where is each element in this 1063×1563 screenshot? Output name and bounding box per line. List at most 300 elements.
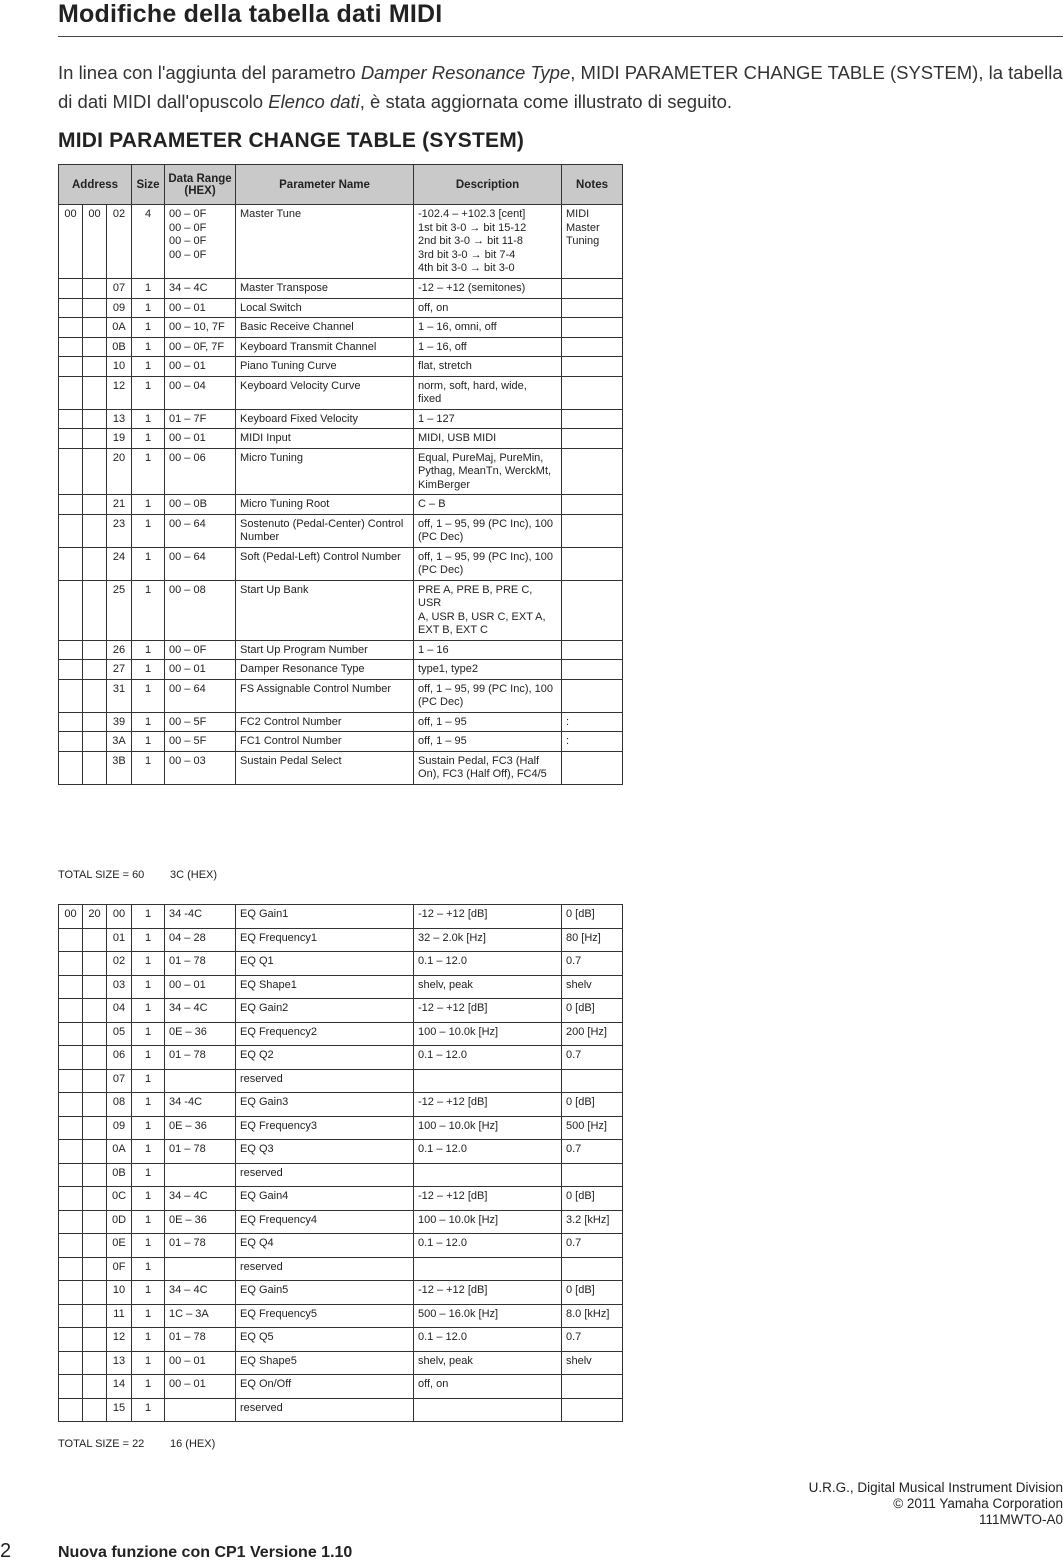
description-cell-line: off, 1 – 95, 99 (PC Inc), 100 [418, 517, 553, 530]
table-row [59, 1022, 623, 1046]
data-range-cell [165, 429, 236, 449]
address-byte-3: 10 [107, 1281, 132, 1305]
address-byte-3: 3A [107, 732, 132, 752]
size-cell: 1 [132, 1210, 165, 1234]
data-range-cell-line: 00 – 01 [169, 360, 206, 372]
address-byte-3: 0F [107, 1257, 132, 1281]
address-byte-3: 31 [107, 679, 132, 712]
parameter-name-cell: EQ On/Off [236, 1375, 414, 1399]
footer-title: Nuova funzione con CP1 Versione 1.10 [58, 1544, 353, 1561]
parameter-name-cell: reserved [236, 1398, 414, 1422]
address-byte-3: 02 [107, 205, 132, 279]
parameter-name-cell-line: Damper Resonance Type [240, 663, 365, 675]
address-byte-3: 00 [107, 905, 132, 929]
data-range-cell-line: 00 – 0F, 7F [169, 340, 225, 353]
data-range-cell [165, 514, 236, 547]
intro-text: , MIDI PARAMETER CHANGE TABLE (SYSTEM), la tabella di dati MIDI dall'opuscolo [58, 62, 1063, 112]
footer-division: U.R.G., Digital Musical Instrument Division [808, 1480, 1063, 1495]
address-byte-2 [83, 279, 107, 299]
parameter-name-cell-line: Local Switch [240, 301, 302, 314]
footer-copyright: © 2011 Yamaha Corporation [893, 1496, 1063, 1511]
description-cell [414, 660, 562, 680]
data-range-cell-line: 00 – 06 [169, 451, 206, 464]
description-cell-line: KimBerger [418, 478, 470, 491]
data-range-cell: 01 – 78 [165, 952, 236, 976]
description-cell [414, 376, 562, 409]
data-range-cell [165, 1069, 236, 1093]
size-cell: 1 [132, 975, 165, 999]
address-byte-1 [59, 1116, 83, 1140]
description-cell [414, 318, 562, 338]
description-cell: -12 – +12 [dB] [414, 1281, 562, 1305]
intro-emphasis: Elenco dati [268, 91, 360, 112]
size-cell: 1 [132, 376, 165, 409]
address-byte-1: 00 [59, 205, 83, 279]
parameter-name-cell [236, 514, 414, 547]
data-range-cell: 34 – 4C [165, 1281, 236, 1305]
data-range-cell [165, 495, 236, 515]
data-range-cell [165, 732, 236, 752]
section-heading: MIDI PARAMETER CHANGE TABLE (SYSTEM) [58, 129, 525, 152]
data-range-cell [165, 660, 236, 680]
address-byte-2 [83, 1046, 107, 1070]
description-cell: 0.1 – 12.0 [414, 1328, 562, 1352]
address-byte-1 [59, 640, 83, 660]
description-cell [414, 495, 562, 515]
header-size: Size [132, 165, 165, 205]
data-range-cell-line: 00 – 01 [169, 432, 206, 444]
data-range-cell [165, 376, 236, 409]
header-notes: Notes [562, 165, 623, 205]
size-cell: 1 [132, 547, 165, 580]
notes-cell-line: : [566, 715, 570, 728]
address-byte-1 [59, 732, 83, 752]
size-cell: 1 [132, 952, 165, 976]
parameter-name-cell: EQ Frequency1 [236, 928, 414, 952]
size-cell: 1 [132, 409, 165, 429]
size-cell: 1 [132, 1398, 165, 1422]
description-cell-line: A, USR B, USR C, EXT A, [418, 610, 546, 623]
address-byte-1 [59, 1398, 83, 1422]
table-row [59, 1093, 623, 1117]
address-byte-1 [59, 1210, 83, 1234]
table-row [59, 514, 623, 547]
table-row [59, 448, 623, 495]
table-row [59, 547, 623, 580]
address-byte-2 [83, 660, 107, 680]
address-byte-1 [59, 1257, 83, 1281]
address-byte-3: 01 [107, 928, 132, 952]
notes-cell [562, 298, 623, 318]
table-row [59, 1140, 623, 1164]
address-byte-2 [83, 547, 107, 580]
size-cell: 1 [132, 640, 165, 660]
description-cell-line: 1 – 16 [418, 643, 449, 656]
address-byte-1 [59, 1046, 83, 1070]
midi-parameter-table-system [58, 164, 623, 785]
notes-cell-line: Master [566, 221, 600, 234]
data-range-cell-line: 00 – 04 [169, 379, 206, 392]
notes-cell [562, 448, 623, 495]
address-byte-1 [59, 975, 83, 999]
table-row [59, 409, 623, 429]
address-byte-2 [83, 1234, 107, 1258]
size-cell: 1 [132, 1328, 165, 1352]
address-byte-3: 19 [107, 429, 132, 449]
address-byte-1 [59, 547, 83, 580]
address-byte-2 [83, 1210, 107, 1234]
page-number: 2 [0, 1540, 12, 1562]
table-row [59, 1234, 623, 1258]
address-byte-1 [59, 514, 83, 547]
description-cell [414, 357, 562, 377]
data-range-cell-line: 00 – 64 [169, 682, 206, 695]
address-byte-1 [59, 1187, 83, 1211]
address-byte-3: 13 [107, 409, 132, 429]
address-byte-3: 21 [107, 495, 132, 515]
intro-text: In linea con l'aggiunta del parametro [58, 62, 361, 83]
description-cell: 32 – 2.0k [Hz] [414, 928, 562, 952]
address-byte-1 [59, 580, 83, 640]
parameter-name-cell-line: Sostenuto (Pedal-Center) Control [240, 517, 404, 530]
table-row [59, 429, 623, 449]
address-byte-2 [83, 1187, 107, 1211]
description-cell: 0.1 – 12.0 [414, 1234, 562, 1258]
address-byte-1 [59, 1163, 83, 1187]
description-cell [414, 712, 562, 732]
data-range-cell: 01 – 78 [165, 1234, 236, 1258]
table-row [59, 298, 623, 318]
parameter-name-cell: reserved [236, 1163, 414, 1187]
header-description: Description [414, 165, 562, 205]
header-address: Address [59, 165, 132, 205]
address-byte-3: 12 [107, 376, 132, 409]
address-byte-2 [83, 1281, 107, 1305]
description-cell-line: norm, soft, hard, wide, [418, 379, 527, 392]
address-byte-3: 0E [107, 1234, 132, 1258]
size-cell: 1 [132, 751, 165, 784]
notes-cell: shelv [562, 975, 623, 999]
address-byte-1 [59, 1140, 83, 1164]
notes-cell: 0 [dB] [562, 905, 623, 929]
data-range-cell [165, 357, 236, 377]
address-byte-2 [83, 1022, 107, 1046]
description-cell: -12 – +12 [dB] [414, 905, 562, 929]
address-byte-3: 39 [107, 712, 132, 732]
parameter-name-cell: EQ Shape5 [236, 1351, 414, 1375]
address-byte-1 [59, 337, 83, 357]
table-row [59, 1281, 623, 1305]
address-byte-3: 09 [107, 298, 132, 318]
description-cell: 0.1 – 12.0 [414, 952, 562, 976]
table-row [59, 999, 623, 1023]
address-byte-3: 09 [107, 1116, 132, 1140]
address-byte-2 [83, 1069, 107, 1093]
parameter-name-cell-line: Micro Tuning Root [240, 498, 330, 510]
notes-cell [562, 1398, 623, 1422]
parameter-name-cell-line: Keyboard Velocity Curve [240, 379, 361, 392]
description-cell-line: 1 – 127 [418, 412, 455, 425]
description-cell [414, 751, 562, 784]
address-byte-1 [59, 1304, 83, 1328]
size-cell: 1 [132, 1351, 165, 1375]
header-parameter-name: Parameter Name [236, 165, 414, 205]
address-byte-2 [83, 1163, 107, 1187]
address-byte-1 [59, 448, 83, 495]
description-cell [414, 1069, 562, 1093]
parameter-name-cell [236, 640, 414, 660]
data-range-cell-line: 00 – 0F [169, 208, 207, 220]
parameter-name-cell [236, 495, 414, 515]
address-byte-1 [59, 1069, 83, 1093]
size-cell: 1 [132, 318, 165, 338]
address-byte-1 [59, 1022, 83, 1046]
table-row [59, 751, 623, 784]
data-range-cell [165, 751, 236, 784]
address-byte-3: 24 [107, 547, 132, 580]
address-byte-2 [83, 580, 107, 640]
address-byte-1: 00 [59, 905, 83, 929]
description-cell [414, 298, 562, 318]
address-byte-2 [83, 975, 107, 999]
intro-text: , è stata aggiornata come illustrato di seguito. [359, 91, 733, 112]
notes-cell: 0.7 [562, 952, 623, 976]
parameter-name-cell: EQ Gain5 [236, 1281, 414, 1305]
description-cell-line: On), FC3 (Half Off), FC4/5 [418, 768, 547, 780]
data-range-cell: 01 – 78 [165, 1328, 236, 1352]
table-row [59, 318, 623, 338]
footer-info [809, 1480, 1063, 1528]
address-byte-3: 05 [107, 1022, 132, 1046]
parameter-name-cell [236, 279, 414, 299]
address-byte-1 [59, 999, 83, 1023]
data-range-cell-line: 00 – 03 [169, 754, 206, 767]
size-cell: 1 [132, 1281, 165, 1305]
data-range-cell-line: 00 – 01 [169, 663, 206, 675]
address-byte-3: 0A [107, 1140, 132, 1164]
address-byte-1 [59, 751, 83, 784]
description-cell: 100 – 10.0k [Hz] [414, 1022, 562, 1046]
address-byte-2 [83, 448, 107, 495]
data-range-cell-line: 00 – 0F [169, 235, 207, 247]
description-cell-line: 3rd bit 3-0 → bit 7-4 [418, 248, 516, 261]
notes-cell: 0.7 [562, 1140, 623, 1164]
address-byte-3: 10 [107, 357, 132, 377]
address-byte-2 [83, 357, 107, 377]
size-cell: 1 [132, 1375, 165, 1399]
description-cell-line: (PC Dec) [418, 696, 464, 708]
table-row [59, 580, 623, 640]
data-range-cell: 0E – 36 [165, 1210, 236, 1234]
description-cell-line: Sustain Pedal, FC3 (Half [418, 754, 540, 767]
midi-parameter-table-eq [58, 904, 623, 1422]
notes-cell [562, 337, 623, 357]
data-range-cell [165, 679, 236, 712]
address-byte-3: 20 [107, 448, 132, 495]
table-row [59, 1187, 623, 1211]
table-row [59, 1257, 623, 1281]
parameter-name-cell-line: Keyboard Transmit Channel [240, 340, 377, 353]
parameter-name-cell: EQ Q3 [236, 1140, 414, 1164]
table-row [59, 1116, 623, 1140]
data-range-cell-line: 00 – 5F [169, 715, 207, 728]
description-cell-line: -102.4 – +102.3 [cent] [418, 208, 526, 220]
address-byte-1 [59, 928, 83, 952]
parameter-name-cell: EQ Q4 [236, 1234, 414, 1258]
notes-cell [562, 429, 623, 449]
parameter-name-cell: EQ Gain1 [236, 905, 414, 929]
total-size-label: TOTAL SIZE = 60 [58, 869, 145, 881]
address-byte-2 [83, 1257, 107, 1281]
notes-cell [562, 376, 623, 409]
data-range-cell [165, 409, 236, 429]
parameter-name-cell [236, 547, 414, 580]
data-range-cell: 34 – 4C [165, 1187, 236, 1211]
size-cell: 1 [132, 905, 165, 929]
address-byte-3: 03 [107, 975, 132, 999]
data-range-cell-line: 00 – 64 [169, 517, 206, 530]
data-range-cell: 34 -4C [165, 905, 236, 929]
parameter-name-cell [236, 732, 414, 752]
parameter-name-cell-line: Piano Tuning Curve [240, 360, 337, 372]
parameter-name-cell: EQ Shape1 [236, 975, 414, 999]
notes-cell [562, 279, 623, 299]
parameter-name-cell-line: FC2 Control Number [240, 715, 342, 728]
data-range-cell-line: 01 – 7F [169, 412, 207, 425]
notes-cell: 0.7 [562, 1328, 623, 1352]
parameter-name-cell-line: Soft (Pedal-Left) Control Number [240, 550, 401, 563]
table-row [59, 1328, 623, 1352]
size-cell: 1 [132, 679, 165, 712]
notes-cell [562, 409, 623, 429]
size-cell: 1 [132, 337, 165, 357]
table-row [59, 1163, 623, 1187]
notes-cell [562, 712, 623, 732]
notes-cell [562, 732, 623, 752]
parameter-name-cell: EQ Gain4 [236, 1187, 414, 1211]
address-byte-3: 25 [107, 580, 132, 640]
table-row [59, 1375, 623, 1399]
address-byte-2 [83, 751, 107, 784]
data-range-cell [165, 205, 236, 279]
notes-cell [562, 660, 623, 680]
address-byte-2 [83, 679, 107, 712]
notes-cell: 200 [Hz] [562, 1022, 623, 1046]
address-byte-2 [83, 376, 107, 409]
description-cell-line: fixed [418, 393, 442, 405]
data-range-cell: 00 – 01 [165, 975, 236, 999]
description-cell [414, 1257, 562, 1281]
table-row [59, 905, 623, 929]
address-byte-3: 14 [107, 1375, 132, 1399]
parameter-name-cell [236, 429, 414, 449]
address-byte-3: 3B [107, 751, 132, 784]
parameter-name-cell [236, 409, 414, 429]
parameter-name-cell [236, 337, 414, 357]
notes-cell [562, 751, 623, 784]
size-cell: 1 [132, 732, 165, 752]
address-byte-1 [59, 318, 83, 338]
description-cell [414, 547, 562, 580]
total-size-label: TOTAL SIZE = 22 [58, 1438, 145, 1450]
description-cell [414, 640, 562, 660]
data-range-cell: 0E – 36 [165, 1022, 236, 1046]
parameter-name-cell: EQ Frequency5 [236, 1304, 414, 1328]
intro-paragraph [58, 58, 1063, 116]
notes-cell: 0 [dB] [562, 1093, 623, 1117]
parameter-name-cell-line: Micro Tuning [240, 451, 303, 464]
description-cell: shelv, peak [414, 975, 562, 999]
notes-cell [562, 1375, 623, 1399]
address-byte-2 [83, 1375, 107, 1399]
parameter-name-cell-line: Start Up Program Number [240, 643, 368, 656]
description-cell: 100 – 10.0k [Hz] [414, 1116, 562, 1140]
address-byte-1 [59, 409, 83, 429]
total-size-block1 [58, 869, 218, 881]
notes-cell: 8.0 [kHz] [562, 1304, 623, 1328]
data-range-cell [165, 580, 236, 640]
description-cell-line: 4th bit 3-0 → bit 3-0 [418, 262, 515, 274]
parameter-name-cell-line: MIDI Input [240, 432, 291, 444]
address-byte-2 [83, 1140, 107, 1164]
footer-code: 111MWTO-A0 [978, 1512, 1063, 1527]
size-cell: 1 [132, 660, 165, 680]
data-range-cell: 00 – 01 [165, 1375, 236, 1399]
parameter-name-cell: EQ Frequency2 [236, 1022, 414, 1046]
address-byte-3: 04 [107, 999, 132, 1023]
notes-cell [562, 318, 623, 338]
data-range-cell: 01 – 78 [165, 1140, 236, 1164]
description-cell-line: 1 – 16, omni, off [418, 321, 497, 333]
size-cell: 1 [132, 1257, 165, 1281]
data-range-cell [165, 1163, 236, 1187]
description-cell-line: Pythag, MeanTn, WerckMt, [418, 465, 552, 477]
description-cell [414, 429, 562, 449]
address-byte-2 [83, 1304, 107, 1328]
size-cell: 1 [132, 1116, 165, 1140]
notes-cell [562, 547, 623, 580]
data-range-cell-line: 00 – 08 [169, 583, 206, 596]
description-cell [414, 1163, 562, 1187]
address-byte-3: 07 [107, 279, 132, 299]
parameter-name-cell: EQ Q1 [236, 952, 414, 976]
description-cell-line: PRE A, PRE B, PRE C, USR [418, 583, 533, 609]
intro-emphasis: Damper Resonance Type [360, 62, 571, 83]
description-cell [414, 337, 562, 357]
address-byte-1 [59, 679, 83, 712]
data-range-cell [165, 1398, 236, 1422]
size-cell: 1 [132, 1304, 165, 1328]
data-range-cell [165, 279, 236, 299]
total-size-hex: 3C (HEX) [170, 869, 218, 881]
address-byte-1 [59, 1093, 83, 1117]
data-range-cell-line: 00 – 0F [169, 643, 207, 656]
address-byte-2 [83, 1093, 107, 1117]
table-row [59, 376, 623, 409]
description-cell-line: off, 1 – 95, 99 (PC Inc), 100 [418, 550, 553, 563]
table-row [59, 1398, 623, 1422]
description-cell [414, 448, 562, 495]
description-cell: off, on [414, 1375, 562, 1399]
notes-cell-line: Tuning [566, 235, 600, 247]
size-cell: 1 [132, 357, 165, 377]
address-byte-3: 11 [107, 1304, 132, 1328]
notes-cell: 3.2 [kHz] [562, 1210, 623, 1234]
address-byte-2 [83, 337, 107, 357]
address-byte-3: 15 [107, 1398, 132, 1422]
description-cell [414, 514, 562, 547]
data-range-cell [165, 448, 236, 495]
